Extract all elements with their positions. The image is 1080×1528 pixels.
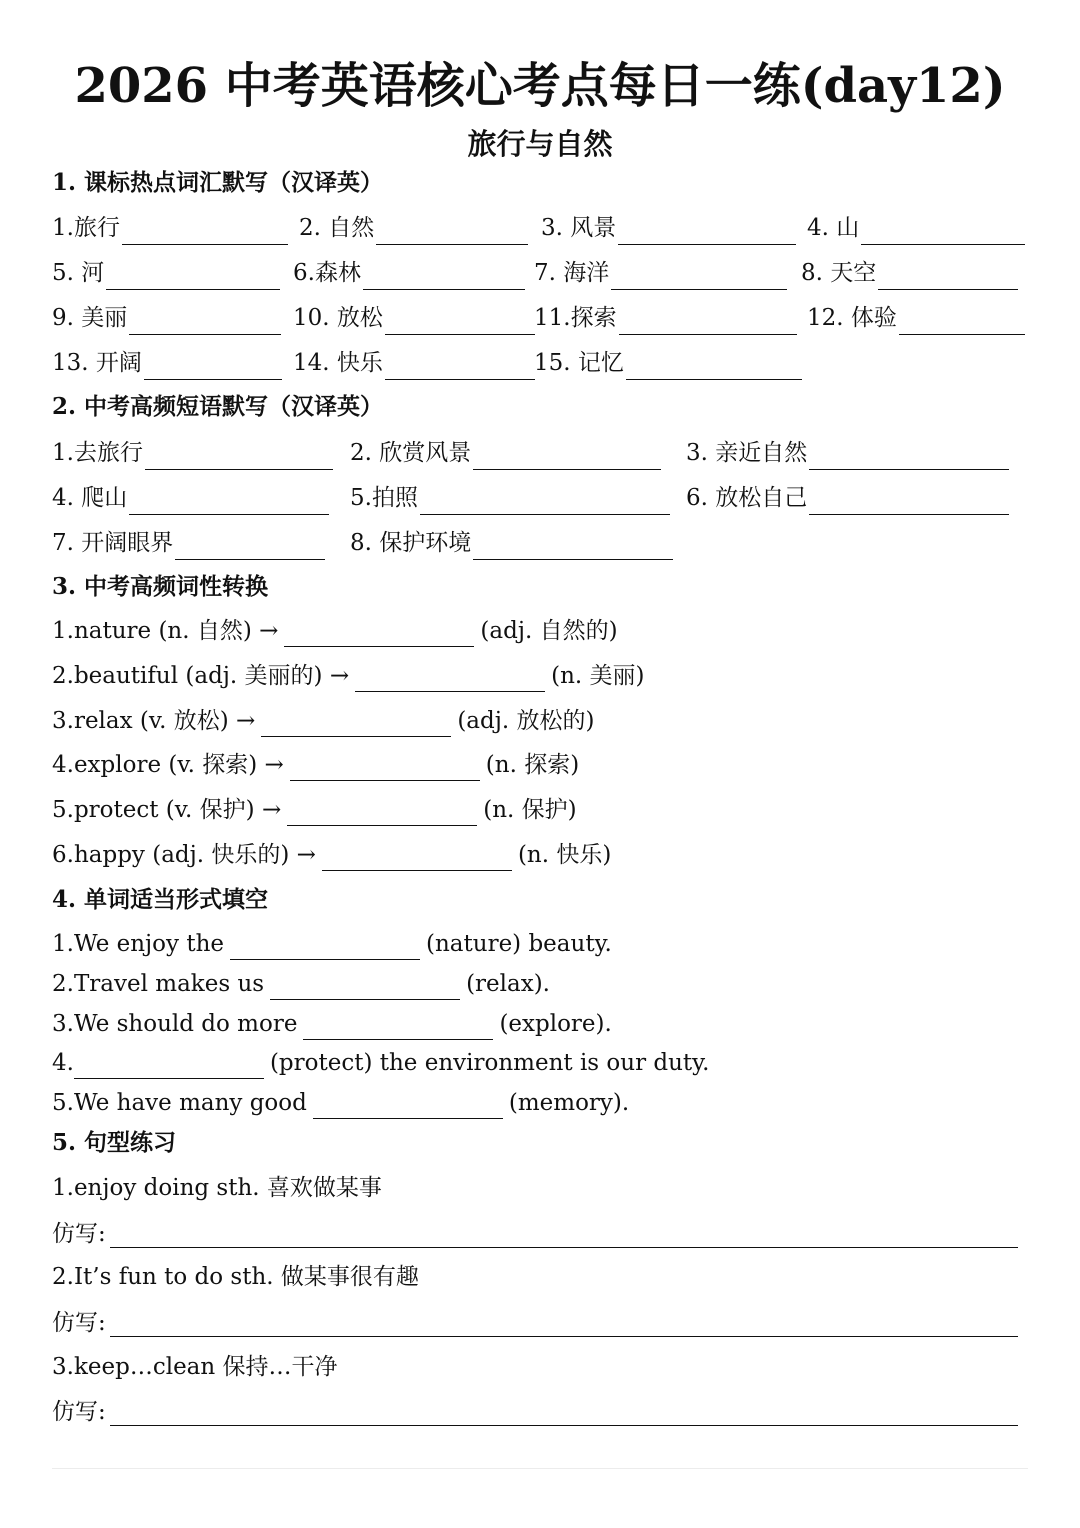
vocab-label: 14. 快乐 <box>293 350 383 376</box>
vocab-item <box>534 346 802 380</box>
answer-blank[interactable] <box>611 263 787 290</box>
answer-blank[interactable] <box>618 218 796 245</box>
copy-label: 仿写: <box>52 1399 106 1425</box>
answer-blank[interactable] <box>473 533 673 560</box>
vocab-item <box>52 301 281 335</box>
vocab-label: 6.森林 <box>293 260 361 286</box>
answer-blank[interactable] <box>145 443 333 470</box>
conversion-item <box>52 749 579 781</box>
answer-blank[interactable] <box>861 218 1025 245</box>
section-2-heading: 2. 中考高频短语默写（汉译英） <box>52 393 384 420</box>
vocab-row <box>52 211 1028 245</box>
vocab-item <box>801 256 1018 290</box>
answer-blank[interactable] <box>287 801 477 826</box>
vocab-label: 12. 体验 <box>807 305 897 331</box>
section-4-heading: 4. 单词适当形式填空 <box>52 886 269 913</box>
vocab-label: 10. 放松 <box>293 305 383 331</box>
vocab-item <box>52 256 280 290</box>
vocab-item <box>807 301 1025 335</box>
phrase-item <box>52 436 333 470</box>
fill-hint: (relax). <box>466 971 550 997</box>
answer-blank[interactable] <box>385 308 535 335</box>
vocab-item <box>807 211 1025 245</box>
answer-blank[interactable] <box>284 622 474 647</box>
answer-blank[interactable] <box>420 488 670 515</box>
vocab-label: 3. 风景 <box>541 215 617 241</box>
fill-hint: (explore). <box>499 1011 612 1037</box>
vocab-label: 8. 天空 <box>801 260 877 286</box>
answer-blank[interactable] <box>809 488 1009 515</box>
answer-blank[interactable] <box>261 712 451 737</box>
conversion-prompt: 3.relax (v. 放松) → <box>52 708 256 734</box>
vocab-row <box>52 301 1028 335</box>
fill-hint: (memory). <box>508 1090 630 1116</box>
vocab-item <box>52 211 288 245</box>
vocab-label: 13. 开阔 <box>52 350 142 376</box>
answer-blank[interactable] <box>322 846 512 871</box>
vocab-label: 4. 山 <box>807 215 860 241</box>
vocab-item <box>534 256 787 290</box>
copy-answer-line[interactable] <box>110 1399 1018 1426</box>
copy-label: 仿写: <box>52 1310 106 1336</box>
vocab-label: 9. 美丽 <box>52 305 128 331</box>
answer-blank[interactable] <box>809 443 1009 470</box>
answer-blank[interactable] <box>363 263 525 290</box>
phrase-item <box>686 436 1009 470</box>
pattern-prompt: 3.keep…clean 保持…干净 <box>52 1354 338 1380</box>
phrase-label: 7. 开阔眼界 <box>52 530 174 556</box>
vocab-item <box>541 211 796 245</box>
phrase-item <box>350 481 670 515</box>
vocab-label: 15. 记忆 <box>534 350 624 376</box>
vocab-label: 5. 河 <box>52 260 105 286</box>
phrase-label: 4. 爬山 <box>52 485 128 511</box>
phrase-item <box>52 481 329 515</box>
answer-blank[interactable] <box>74 1054 264 1079</box>
answer-blank[interactable] <box>376 218 528 245</box>
phrase-row <box>52 526 1028 560</box>
answer-blank[interactable] <box>626 353 802 380</box>
answer-blank[interactable] <box>175 533 325 560</box>
answer-blank[interactable] <box>473 443 661 470</box>
conversion-item <box>52 794 577 826</box>
conversion-prompt: 5.protect (v. 保护) → <box>52 797 282 823</box>
pattern-prompt: 2.It’s fun to do sth. 做某事很有趣 <box>52 1264 419 1290</box>
conversion-item <box>52 660 645 692</box>
fill-item <box>52 1008 612 1040</box>
answer-blank[interactable] <box>899 308 1025 335</box>
copy-answer-line[interactable] <box>110 1310 1018 1337</box>
copy-line <box>52 1214 1018 1248</box>
fill-prompt: 5.We have many good <box>52 1090 307 1116</box>
answer-blank[interactable] <box>619 308 797 335</box>
phrase-label: 3. 亲近自然 <box>686 440 808 466</box>
fill-hint: (nature) beauty. <box>426 931 612 957</box>
conversion-item <box>52 615 618 647</box>
vocab-label: 2. 自然 <box>299 215 375 241</box>
vocab-row <box>52 256 1028 290</box>
copy-line <box>52 1392 1018 1426</box>
phrase-item <box>686 481 1009 515</box>
phrase-label: 8. 保护环境 <box>350 530 472 556</box>
pattern-prompt: 1.enjoy doing sth. 喜欢做某事 <box>52 1175 382 1201</box>
answer-blank[interactable] <box>878 263 1018 290</box>
answer-blank[interactable] <box>290 756 480 781</box>
conversion-hint: (n. 探索) <box>485 752 580 778</box>
answer-blank[interactable] <box>270 975 460 1000</box>
conversion-prompt: 4.explore (v. 探索) → <box>52 752 284 778</box>
answer-blank[interactable] <box>144 353 282 380</box>
vocab-label: 7. 海洋 <box>534 260 610 286</box>
copy-label: 仿写: <box>52 1221 106 1247</box>
answer-blank[interactable] <box>129 488 329 515</box>
page-title: 2026 中考英语核心考点每日一练(day12) <box>74 58 1006 114</box>
fill-item <box>52 928 612 960</box>
answer-blank[interactable] <box>129 308 281 335</box>
vocab-item <box>52 346 282 380</box>
phrase-item <box>350 436 661 470</box>
answer-blank[interactable] <box>106 263 280 290</box>
fill-prompt: 1.We enjoy the <box>52 931 225 957</box>
phrase-row <box>52 436 1028 470</box>
conversion-item <box>52 705 594 737</box>
conversion-item <box>52 839 611 871</box>
page-subtitle: 旅行与自然 <box>467 127 613 161</box>
vocab-item <box>534 301 797 335</box>
copy-line <box>52 1303 1018 1337</box>
phrase-label: 2. 欣赏风景 <box>350 440 472 466</box>
answer-blank[interactable] <box>385 353 535 380</box>
phrase-item <box>52 526 325 560</box>
conversion-hint: (adj. 自然的) <box>480 618 618 644</box>
vocab-label: 1.旅行 <box>52 215 120 241</box>
conversion-prompt: 6.happy (adj. 快乐的) → <box>52 842 316 868</box>
fill-item <box>52 1087 629 1119</box>
vocab-item <box>299 211 528 245</box>
fill-item <box>52 968 550 1000</box>
section-3-heading: 3. 中考高频词性转换 <box>52 573 269 600</box>
vocab-item <box>293 301 535 335</box>
answer-blank[interactable] <box>122 218 288 245</box>
fill-prompt: 4. <box>52 1050 74 1076</box>
conversion-prompt: 2.beautiful (adj. 美丽的) → <box>52 663 350 689</box>
copy-answer-line[interactable] <box>110 1221 1018 1248</box>
section-5-heading: 5. 句型练习 <box>52 1129 177 1156</box>
fill-item <box>52 1047 709 1079</box>
fill-prompt: 3.We should do more <box>52 1011 298 1037</box>
answer-blank[interactable] <box>313 1094 503 1119</box>
answer-blank[interactable] <box>230 935 420 960</box>
vocab-label: 11.探索 <box>534 305 617 331</box>
conversion-hint: (n. 保护) <box>483 797 577 823</box>
phrase-label: 6. 放松自己 <box>686 485 808 511</box>
phrase-label: 5.拍照 <box>350 485 418 511</box>
fill-hint: (protect) the environment is our duty. <box>269 1050 710 1076</box>
fill-prompt: 2.Travel makes us <box>52 971 265 997</box>
vocab-item <box>293 256 525 290</box>
vocab-row <box>52 346 1028 380</box>
phrase-label: 1.去旅行 <box>52 440 143 466</box>
conversion-hint: (n. 快乐) <box>517 842 612 868</box>
conversion-hint: (adj. 放松的) <box>457 708 595 734</box>
vocab-item <box>293 346 535 380</box>
answer-blank[interactable] <box>355 667 545 692</box>
conversion-hint: (n. 美丽) <box>551 663 645 689</box>
section-1-heading: 1. 课标热点词汇默写（汉译英） <box>52 169 384 196</box>
conversion-prompt: 1.nature (n. 自然) → <box>52 618 279 644</box>
phrase-row <box>52 481 1028 515</box>
answer-blank[interactable] <box>303 1015 493 1040</box>
phrase-item <box>350 526 673 560</box>
footer-divider <box>52 1468 1028 1469</box>
